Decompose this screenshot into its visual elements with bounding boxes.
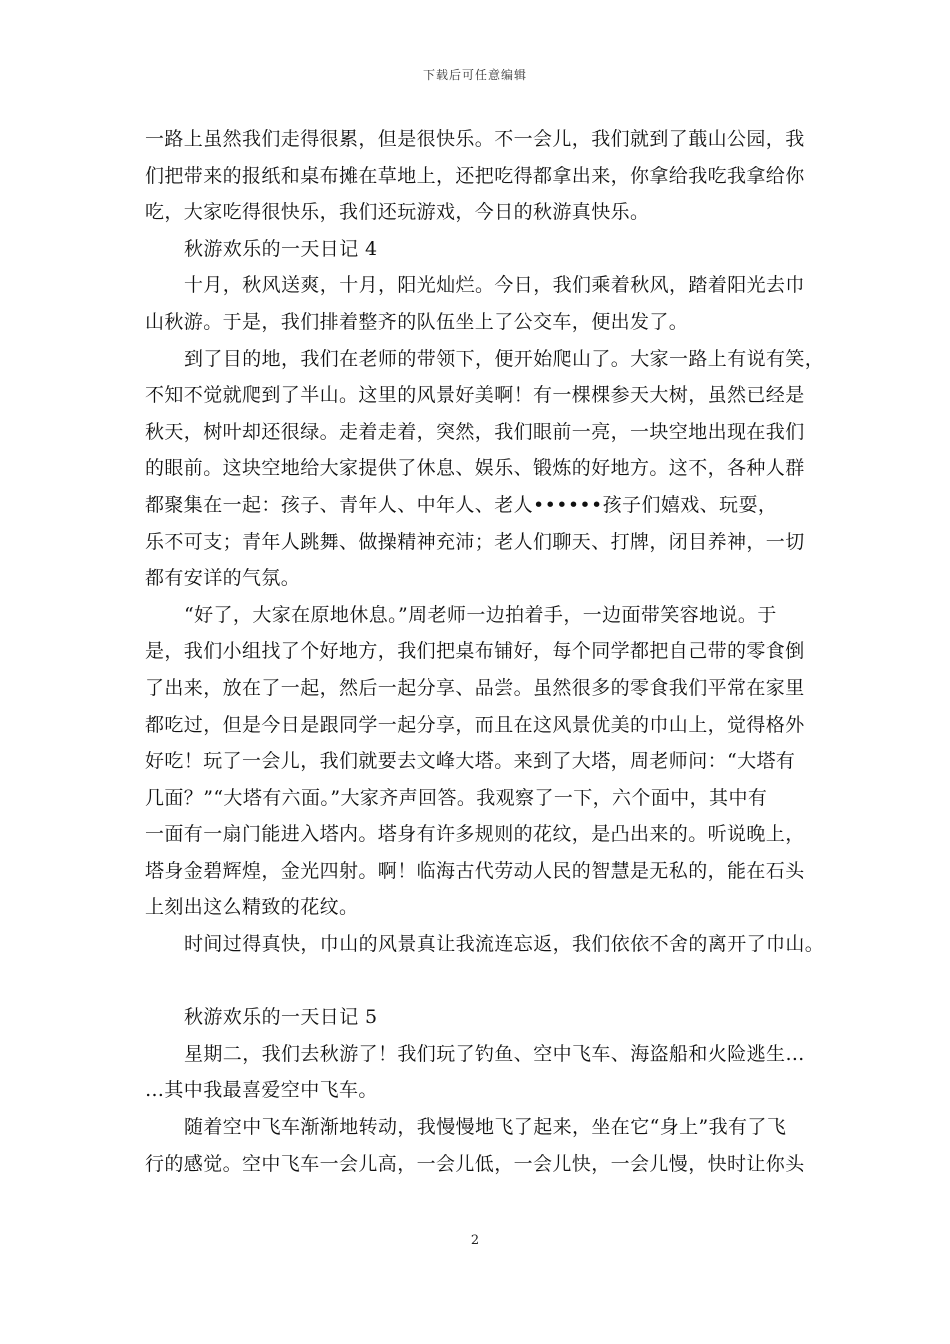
text-line: 一面有一扇门能进入塔内。塔身有许多规则的花纹，是凸出来的。听说晚上， <box>145 823 805 846</box>
text-line: 都有安详的气氛。 <box>145 567 301 590</box>
text-line: 行的感觉。空中飞车一会儿高，一会儿低，一会儿快，一会儿慢，快时让你头 <box>145 1152 805 1175</box>
text-line: 吃，大家吃得很快乐，我们还玩游戏，今日的秋游真快乐。 <box>145 201 650 224</box>
text-line: “好了，大家在原地休息。”周老师一边拍着手，一边面带笑容地说。于 <box>184 603 777 626</box>
document-body <box>145 121 825 1182</box>
text-line: 都吃过，但是今日是跟同学一起分享，而且在这风景优美的巾山上，觉得格外 <box>145 713 805 736</box>
text-line: 上刻出这么精致的花纹。 <box>145 896 359 919</box>
text-line: 了出来，放在了一起，然后一起分享、品尝。虽然很多的零食我们平常在家里 <box>145 676 805 699</box>
text-line: 山秋游。于是，我们排着整齐的队伍坐上了公交车，便出发了。 <box>145 310 689 333</box>
text-line: 十月，秋风送爽，十月，阳光灿烂。今日，我们乘着秋风，踏着阳光去巾 <box>184 274 805 297</box>
text-line: 的眼前。这块空地给大家提供了休息、娱乐、锻炼的好地方。这不，各种人群 <box>145 457 805 480</box>
text-line: 是，我们小组找了个好地方，我们把桌布铺好，每个同学都把自己带的零食倒 <box>145 640 805 663</box>
text-line: 塔身金碧辉煌，金光四射。啊！临海古代劳动人民的智慧是无私的，能在石头 <box>145 859 805 882</box>
text-line: 都聚集在一起：孩子、青年人、中年人、老人••••••孩子们嬉戏、玩耍， <box>145 493 778 516</box>
page-header: 下载后可任意编辑 <box>422 68 527 82</box>
text-line: 随着空中飞车渐渐地转动，我慢慢地飞了起来，坐在它“身上”我有了飞 <box>184 1116 787 1139</box>
text-line: 到了目的地，我们在老师的带领下，便开始爬山了。大家一路上有说有笑， <box>184 347 825 370</box>
text-line: 几面？”“大塔有六面。”大家齐声回答。我观察了一下，六个面中，其中有 <box>145 786 768 809</box>
paragraph-gap <box>145 963 810 1000</box>
text-line: 好吃！玩了一会儿，我们就要去文峰大塔。来到了大塔，周老师问：“大塔有 <box>145 750 796 773</box>
section-title: 秋游欢乐的一天日记 4 <box>184 237 378 260</box>
text-line: 们把带来的报纸和桌布摊在草地上，还把吃得都拿出来，你拿给我吃我拿给你 <box>145 164 805 187</box>
text-line: …其中我最喜爱空中飞车。 <box>145 1079 378 1102</box>
text-line: 秋天，树叶却还很绿。走着走着，突然，我们眼前一亮，一块空地出现在我们 <box>145 420 805 443</box>
text-line: 时间过得真快，巾山的风景真让我流连忘返，我们依依不舍的离开了巾山。 <box>184 933 825 956</box>
text-line: 一路上虽然我们走得很累，但是很快乐。不一会儿，我们就到了蕺山公园，我 <box>145 128 805 150</box>
section-title: 秋游欢乐的一天日记 5 <box>184 1006 378 1029</box>
text-line: 不知不觉就爬到了半山。这里的风景好美啊！有一棵棵参天大树，虽然已经是 <box>145 384 805 407</box>
text-line: 乐不可支；青年人跳舞、做操精神充沛；老人们聊天、打牌，闭目养神，一切 <box>145 530 805 553</box>
text-line: 星期二，我们去秋游了！我们玩了钓鱼、空中飞车、海盗船和火险逃生… <box>184 1042 805 1065</box>
page-number: 2 <box>470 1233 480 1248</box>
